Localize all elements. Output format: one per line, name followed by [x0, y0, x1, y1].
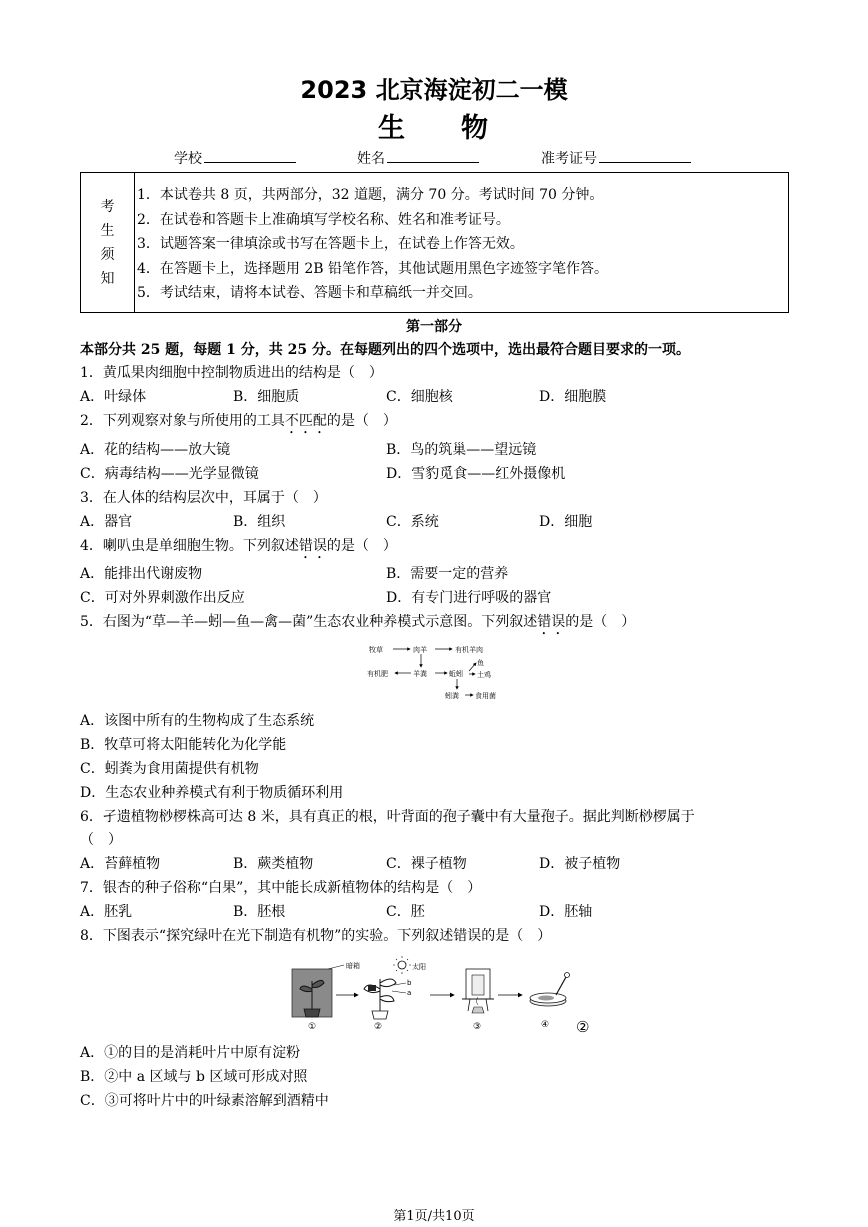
- notice-heading: [81, 173, 135, 312]
- exam-number-label: 准考证号: [541, 151, 597, 167]
- q5-option-b[interactable]: B．牧草可将太阳能转化为化学能: [80, 737, 287, 753]
- q3-option-b[interactable]: B．组织: [233, 514, 286, 530]
- node-grass: 牧草: [369, 646, 383, 654]
- step-4-petri-dish: [530, 973, 570, 1031]
- question-1-stem: 1．黄瓜果肉细胞中控制物质进出的结构是（ ）: [80, 365, 383, 381]
- q8-option-a[interactable]: A．①的目的是消耗叶片中原有淀粉: [80, 1045, 301, 1061]
- q1-option-c[interactable]: C．细胞核: [386, 389, 453, 405]
- notice-item: 2．在试卷和答题卡上准确填写学校名称、姓名和准考证号。: [137, 211, 510, 228]
- node-dung: 羊粪: [413, 670, 427, 678]
- notice-item: 5．考试结束，请将本试卷、答题卡和草稿纸一并交回。: [137, 285, 482, 301]
- node-mutton: 有机羊肉: [455, 646, 483, 654]
- name-label: 姓名: [357, 151, 385, 167]
- label-dark-box: 暗箱: [346, 962, 360, 970]
- q4-emphasis: 错误: [298, 538, 327, 554]
- candidate-info: [0, 148, 868, 170]
- q2-emphasis: 不匹配: [284, 413, 327, 429]
- q4-option-c[interactable]: C．可对外界刺激作出反应: [80, 590, 245, 606]
- exam-title: 2023 北京海淀初二一模: [300, 76, 568, 104]
- label-a: a: [407, 989, 412, 997]
- node-earthworm: 蚯蚓: [449, 670, 463, 678]
- q1-option-d[interactable]: D．细胞膜: [539, 389, 607, 405]
- label-sun: 太阳: [412, 963, 426, 971]
- subject-char-2: 物: [461, 113, 490, 144]
- q7-option-c[interactable]: C．胚: [386, 904, 425, 920]
- q2-stem-tail: 的是（ ）: [326, 413, 397, 429]
- q2-option-c[interactable]: C．病毒结构——光学显微镜: [80, 466, 259, 482]
- step-label-1: ①: [308, 1022, 317, 1032]
- eco-farm-diagram: [365, 640, 515, 702]
- node-chicken: 土鸡: [477, 671, 491, 679]
- q8-option-c[interactable]: C．③可将叶片中的叶绿素溶解到酒精中: [80, 1093, 329, 1109]
- notice-item: 1．本试卷共 8 页，共两部分，32 道题，满分 70 分。考试时间 70 分钟。: [137, 187, 604, 203]
- step-label-3: ③: [473, 1022, 482, 1032]
- q5-stem-text: 5．右图为“草—羊—蚓—鱼—禽—菌”生态农业种养模式示意图。下列叙述: [80, 614, 538, 630]
- figure-extra-label: ②: [576, 1018, 590, 1035]
- q2-option-a[interactable]: A．花的结构——放大镜: [80, 442, 231, 458]
- subject-title: [0, 106, 868, 145]
- name-blank[interactable]: [387, 148, 479, 163]
- question-3-stem: 3．在人体的结构层次中，耳属于（ ）: [80, 490, 327, 506]
- q4-option-b[interactable]: B．需要一定的营养: [386, 566, 509, 582]
- q6-option-c[interactable]: C．裸子植物: [386, 856, 467, 872]
- sun-icon: [398, 961, 406, 969]
- question-6-stem: 6．孑遗植物桫椤株高可达 8 米，具有真正的根，叶背面的孢子囊中有大量孢子。据此判断桫椤属于: [80, 809, 695, 825]
- part-instruction: 本部分共 25 题，每题 1 分，共 25 分。在每题列出的四个选项中，选出最符合题目要求的一项。: [80, 342, 690, 358]
- exam-number-field[interactable]: [541, 148, 691, 168]
- notice-item: 4．在答题卡上，选择题用 2B 铅笔作答，其他试题用黑色字迹签字笔作答。: [137, 260, 609, 277]
- q5-option-d[interactable]: D．生态农业种养模式有利于物质循环利用: [80, 785, 344, 801]
- q4-option-a[interactable]: A．能排出代谢废物: [80, 566, 203, 582]
- label-b: b: [407, 979, 412, 987]
- q7-option-b[interactable]: B．胚根: [233, 904, 286, 920]
- name-field[interactable]: [357, 148, 479, 168]
- q5-option-a[interactable]: A．该图中所有的生物构成了生态系统: [80, 713, 315, 729]
- q3-option-a[interactable]: A．器官: [80, 514, 133, 530]
- question-6-stem-cont: （ ）: [80, 832, 122, 848]
- notice-items: [137, 183, 782, 306]
- question-4-stem: [80, 535, 397, 562]
- step-label-2: ②: [374, 1022, 383, 1032]
- question-8-stem: 8．下图表示“探究绿叶在光下制造有机物”的实验。下列叙述错误的是（ ）: [80, 928, 552, 944]
- notice-heading-char: 考: [100, 198, 115, 215]
- notice-heading-char: 知: [100, 270, 115, 287]
- school-blank[interactable]: [204, 148, 296, 163]
- q4-stem-tail: 的是（ ）: [326, 538, 397, 554]
- step-1-dark-box: [292, 961, 360, 1032]
- q2-option-b[interactable]: B．鸟的筑巢——望远镜: [386, 442, 537, 458]
- q5-emphasis: 错误: [537, 614, 566, 630]
- q2-stem-text: 2．下列观察对象与所使用的工具: [80, 413, 285, 429]
- q6-option-b[interactable]: B．蕨类植物: [233, 856, 314, 872]
- step-3-water-bath: [462, 969, 494, 1032]
- q1-option-b[interactable]: B．细胞质: [233, 389, 300, 405]
- dropper-icon: [556, 977, 566, 995]
- q8-option-b[interactable]: B．②中 a 区域与 b 区域可形成对照: [80, 1069, 308, 1085]
- notice-heading-char: 须: [100, 246, 115, 263]
- q4-option-d[interactable]: D．有专门进行呼吸的器官: [386, 590, 552, 606]
- node-fertilizer: 有机肥: [367, 670, 388, 678]
- node-fish: 鱼: [477, 659, 484, 667]
- page-number: 第1页/共10页: [393, 1209, 475, 1224]
- exam-notice-box: [80, 172, 789, 313]
- q2-option-d[interactable]: D．雪豹觅食——红外摄像机: [386, 466, 566, 482]
- photosynthesis-experiment-figure: [288, 955, 628, 1035]
- q1-option-a[interactable]: A．叶绿体: [80, 389, 147, 405]
- q6-option-d[interactable]: D．被子植物: [539, 856, 621, 872]
- q5-option-c[interactable]: C．蚓粪为食用菌提供有机物: [80, 761, 259, 777]
- node-mushroom: 食用菌: [475, 692, 496, 700]
- node-sheep: 肉羊: [413, 646, 427, 654]
- step-label-4: ④: [541, 1020, 550, 1030]
- subject-char-1: 生: [378, 113, 407, 144]
- step-2-light-plant: [364, 956, 426, 1032]
- arrow: [469, 663, 476, 671]
- school-field[interactable]: [174, 148, 296, 168]
- question-2-stem: [80, 410, 397, 437]
- notice-heading-char: 生: [100, 222, 115, 239]
- q7-option-a[interactable]: A．胚乳: [80, 904, 133, 920]
- q6-option-a[interactable]: A．苔藓植物: [80, 856, 161, 872]
- q4-stem-text: 4．喇叭虫是单细胞生物。下列叙述: [80, 538, 299, 554]
- q3-option-d[interactable]: D．细胞: [539, 514, 593, 530]
- q7-option-d[interactable]: D．胚轴: [539, 904, 593, 920]
- q5-stem-tail: 的是（ ）: [565, 614, 636, 630]
- node-wormcast: 蚓粪: [445, 692, 459, 700]
- exam-number-blank[interactable]: [599, 148, 691, 163]
- question-5-stem: [80, 611, 635, 638]
- school-label: 学校: [174, 151, 202, 167]
- question-7-stem: 7．银杏的种子俗称“白果”，其中能长成新植物体的结构是（ ）: [80, 880, 482, 896]
- part-title: 第一部分: [406, 319, 462, 335]
- notice-item: 3．试题答案一律填涂或书写在答题卡上，在试卷上作答无效。: [137, 236, 524, 252]
- q3-option-c[interactable]: C．系统: [386, 514, 439, 530]
